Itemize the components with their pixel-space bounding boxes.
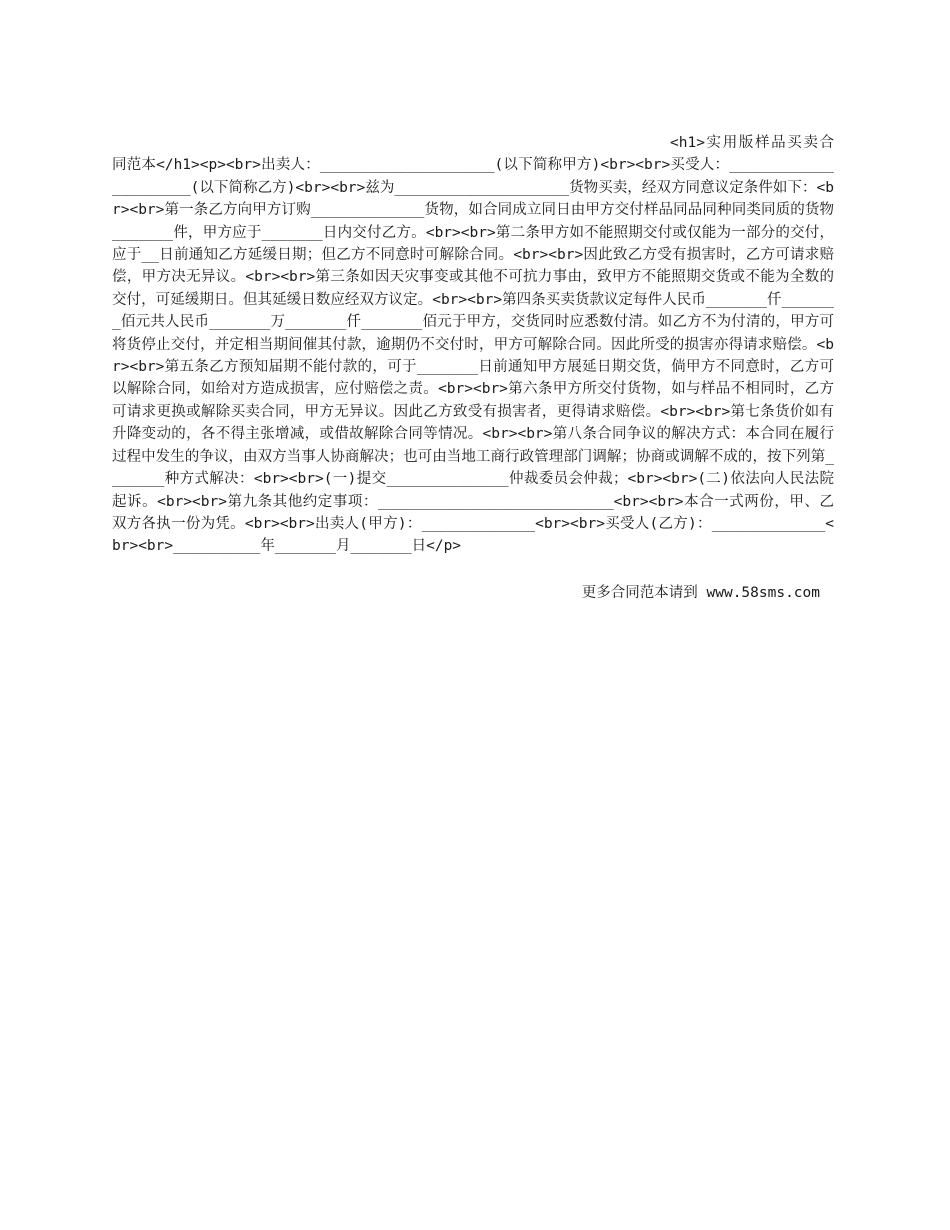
footer-website-note: 更多合同范本请到 www.58sms.com <box>581 585 820 601</box>
contract-body-text: <h1>实用版样品买卖合同范本</h1><p><br>出卖人：____________________(以下简称甲方)<br><br>买受人：_____________________(以下简称乙方)<br><br>兹为____________________货物买卖，经双方同意议定条件如下：<br><br>第一条乙方向甲方订购_____________货物，如合同成立同日由甲方交付样品同品同种同类同质的货物_______件，甲方应于_______日内交付乙方。<br><br>第二条甲方如不能照期交付或仅能为一部分的交付，应于__日前通知乙方延缓日期；但乙方不同意时可解除合同。<br><br>因此致乙方受有损害时，乙方可请求赔偿，甲方决无异议。<br><br>第三条如因天灾事变或其他不可抗力事由，致甲方不能照期交货或不能为全数的交付，可延缓期日。但其延缓日数应经双方议定。<br><br>第四条买卖货款议定每件人民币_______仟_______佰元共人民币_______万_______仟_______佰元于甲方，交货同时应悉数付清。如乙方不为付清的，甲方可将货停止交付，并定相当期间催其付款，逾期仍不交付时，甲方可解除合同。因此所受的损害亦得请求赔偿。<br><br>第五条乙方预知届期不能付款的，可于_______日前通知甲方展延日期交货，倘甲方不同意时，乙方可以解除合同，如给对方造成损害，应付赔偿之责。<br><br>第六条甲方所交付货物，如与样品不相同时，乙方可请求更换或解除买卖合同，甲方无异议。因此乙方致受有损害者，更得请求赔偿。<br><br>第七条货价如有升降变动的，各不得主张增减，或借故解除合同等情况。<br><br>第八条合同争议的解决方式：本合同在履行过程中发生的争议，由双方当事人协商解决；也可由当地工商行政管理部门调解；协商或调解不成的，按下列第_______种方式解决：<br><br>(一)提交______________仲裁委员会仲裁；<br><br>(二)依法向人民法院起诉。<br><br>第九条其他约定事项：___________________________<br><br>本合一式两份，甲、乙双方各执一份为凭。<br><br>出卖人(甲方)：_____________<br><br>买受人(乙方)：_____________<br><br>__________年_______月_______日</p> <box>112 135 834 555</box>
